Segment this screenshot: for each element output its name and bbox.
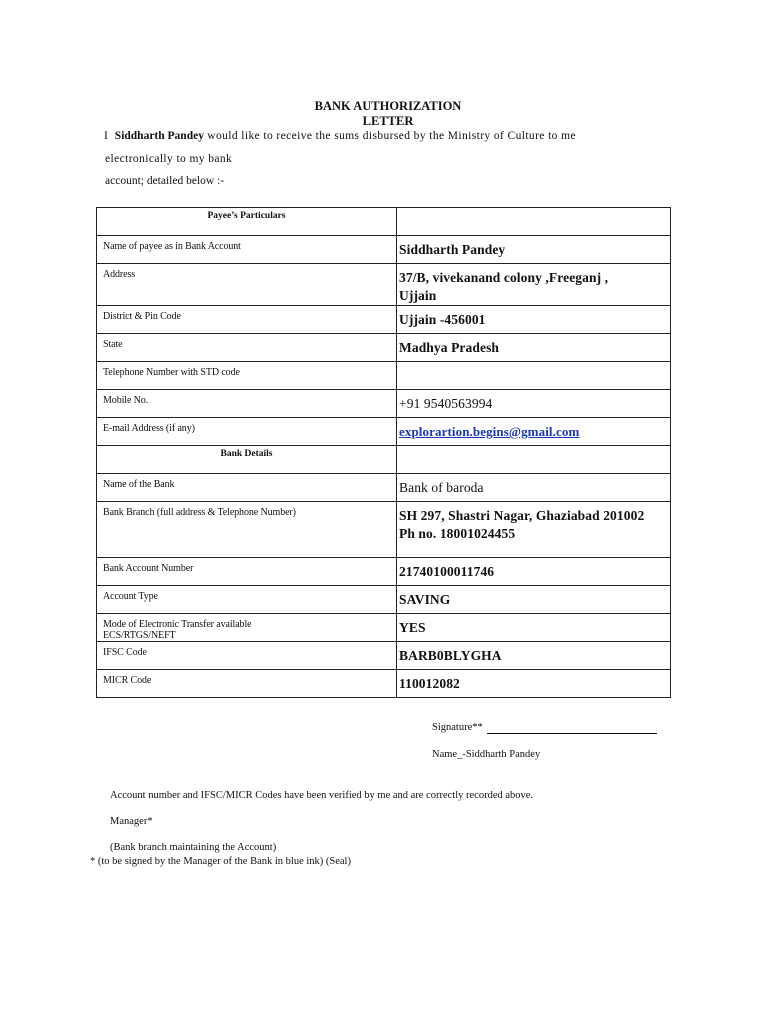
- row-label: MICR Code: [97, 670, 397, 698]
- table-row: [97, 264, 671, 306]
- address-line-2: Ujjain: [399, 288, 437, 303]
- branch-phone: Ph no. 18001024455: [399, 526, 516, 541]
- authorization-table: [96, 207, 671, 698]
- ifsc-value: BARB0BLYGHA: [397, 642, 671, 670]
- table-row: [97, 474, 671, 502]
- verification-note: Account number and IFSC/MICR Codes have been verified by me and are correctly recorded above.: [110, 790, 534, 801]
- transfer-mode-label-2: ECS/RTGS/NEFT: [103, 630, 176, 641]
- signature-block: [432, 721, 657, 734]
- transfer-mode-value: YES: [397, 614, 671, 642]
- transfer-mode-label: Mode of Electronic Transfer available: [103, 619, 252, 630]
- table-row: [97, 362, 671, 390]
- seal-note: * (to be signed by the Manager of the Bank in blue ink) (Seal): [90, 856, 351, 867]
- table-row: [97, 208, 671, 236]
- table-row: [97, 236, 671, 264]
- empty-cell: [397, 208, 671, 236]
- intro-name: Siddharth Pandey: [114, 130, 204, 142]
- signatory-name: [432, 748, 540, 761]
- payee-section-heading: Payee’s Particulars: [97, 208, 397, 236]
- telephone-value: [397, 362, 671, 390]
- account-type-value: SAVING: [397, 586, 671, 614]
- row-label: [97, 614, 397, 642]
- row-label: Name of the Bank: [97, 474, 397, 502]
- signature-line[interactable]: [487, 722, 657, 734]
- table-row: [97, 306, 671, 334]
- row-label: District & Pin Code: [97, 306, 397, 334]
- branch-note: (Bank branch maintaining the Account): [110, 842, 277, 853]
- district-pin-value: Ujjain -456001: [397, 306, 671, 334]
- row-label: Mobile No.: [97, 390, 397, 418]
- table-row: [97, 614, 671, 642]
- row-label: IFSC Code: [97, 642, 397, 670]
- table-row: [97, 418, 671, 446]
- intro-prefix: I: [104, 130, 109, 142]
- table-row: [97, 670, 671, 698]
- table-row: [97, 586, 671, 614]
- table-row: [97, 334, 671, 362]
- row-label: Bank Account Number: [97, 558, 397, 586]
- table-row: [97, 390, 671, 418]
- row-label: Telephone Number with STD code: [97, 362, 397, 390]
- account-number-value: 21740100011746: [397, 558, 671, 586]
- bank-branch-value: [397, 502, 671, 558]
- bank-section-heading: Bank Details: [97, 446, 397, 474]
- table-row: [97, 558, 671, 586]
- name-value: Siddharth Pandey: [465, 749, 541, 760]
- intro-line-1: [104, 129, 576, 143]
- intro-text: would like to receive the sums disbursed by the Ministry of Culture to me: [207, 130, 576, 142]
- table-row: [97, 502, 671, 558]
- row-label: Address: [97, 264, 397, 306]
- row-label: Name of payee as in Bank Account: [97, 236, 397, 264]
- document-title-line2: LETTER: [362, 114, 414, 128]
- branch-address: SH 297, Shastri Nagar, Ghaziabad 201002: [399, 508, 645, 523]
- micr-value: 110012082: [397, 670, 671, 698]
- payee-name-value: Siddharth Pandey: [397, 236, 671, 264]
- intro-line-3: account; detailed below :-: [105, 175, 225, 187]
- bank-name-value: Bank of baroda: [397, 474, 671, 502]
- intro-line-2: electronically to my bank: [105, 153, 233, 165]
- state-value: Madhya Pradesh: [397, 334, 671, 362]
- mobile-value: +91 9540563994: [397, 390, 671, 418]
- name-label: Name_-: [432, 749, 466, 760]
- row-label: Bank Branch (full address & Telephone Number): [97, 502, 397, 558]
- table-row: [97, 642, 671, 670]
- row-label: Account Type: [97, 586, 397, 614]
- table-row: [97, 446, 671, 474]
- signature-label: Signature**: [432, 722, 483, 733]
- empty-cell: [397, 446, 671, 474]
- document-title: BANK AUTHORIZATION: [314, 99, 462, 113]
- address-line-1: 37/B, vivekanand colony ,Freeganj ,: [399, 270, 609, 285]
- manager-label: Manager*: [110, 816, 153, 827]
- email-link[interactable]: explorartion.begins@gmail.com: [397, 418, 671, 446]
- row-label: E-mail Address (if any): [97, 418, 397, 446]
- row-label: State: [97, 334, 397, 362]
- address-value: [397, 264, 671, 306]
